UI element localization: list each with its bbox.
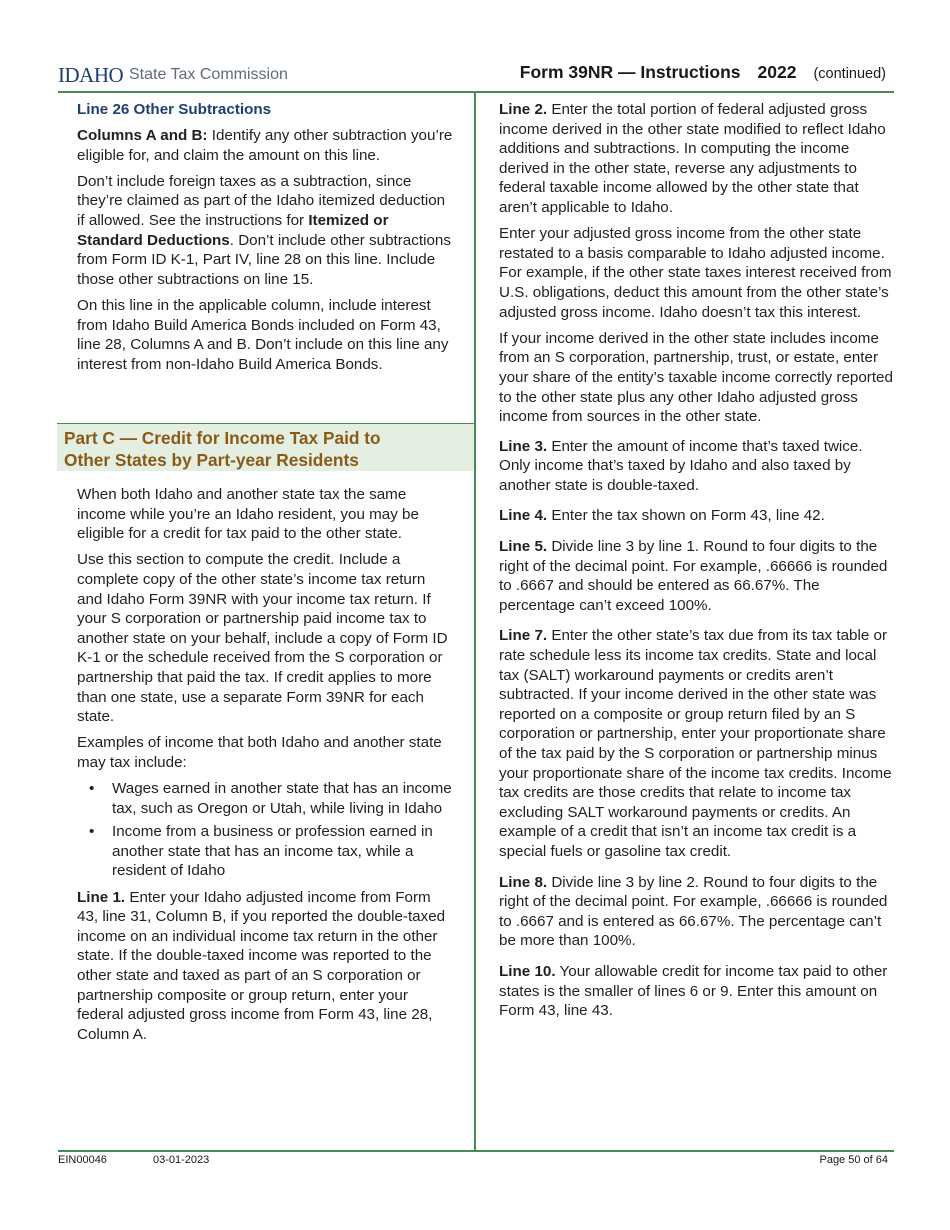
line-1-paragraph — [77, 888, 454, 1045]
line-2-paragraph — [499, 100, 895, 218]
continued-label: (continued) — [813, 66, 886, 82]
part-c-body — [77, 485, 454, 1051]
list-item: • Income from a business or profession earned in another state that has an income tax, while a resident of Idaho — [77, 822, 454, 881]
line-1-text: Enter your Idaho adjusted income from Form 43, line 31, Column B, if you reported the double-taxed income on an individual income tax return in the other state. If the double-taxed income was reported to the other state and taxed as part of an S corporation or partnership composite or group return, enter your federal adjusted gross income from Form 43, line 28, Column A. — [77, 888, 446, 1043]
line-4-paragraph — [499, 506, 895, 526]
columns-label: Columns A and B: — [77, 126, 208, 144]
part-c-title-line1: Part C — Credit for Income Tax Paid to — [64, 428, 381, 448]
line-3-text: Enter the amount of income that’s taxed twice. Only income that’s taxed by Idaho and also taxed by another state is double-taxed. — [499, 437, 863, 494]
footer-page-number: Page 50 of 64 — [819, 1154, 888, 1166]
line-8-label: Line 8. — [499, 873, 548, 891]
part-c-title — [64, 427, 381, 471]
footer-date: 03-01-2023 — [153, 1154, 210, 1166]
right-column — [499, 100, 895, 1027]
line-10-text: Your allowable credit for income tax paid to other states is the smaller of lines 6 or 9. Enter this amount on Form 43, line 43. — [499, 962, 888, 1020]
footer-divider — [58, 1150, 894, 1152]
logo-wordmark: IDAHO — [58, 63, 124, 87]
part-c-title-line2: Other States by Part-year Residents — [64, 450, 359, 470]
form-heading — [520, 62, 886, 83]
credit-eligibility-paragraph: When both Idaho and another state tax the same income while you’re an Idaho resident, you may be eligible for a credit for tax paid to the other state. — [77, 486, 419, 543]
line-7-paragraph — [499, 626, 895, 861]
line-1-label: Line 1. — [77, 888, 126, 906]
list-item: • Wages earned in another state that has an income tax, such as Oregon or Utah, while living in Idaho — [77, 779, 454, 818]
examples-list — [77, 779, 454, 881]
itemized-deductions-ref: Itemized or Standard Deductions — [77, 211, 389, 249]
line-4-text: Enter the tax shown on Form 43, line 42. — [547, 507, 825, 525]
line-7-label: Line 7. — [499, 627, 548, 645]
part-c-heading — [57, 423, 474, 471]
adjusted-gross-income-paragraph: Enter your adjusted gross income from the other state restated to a basis comparable to Idaho adjusted income. For example, if the other state taxes interest received from U.S. obligations, deduct this amount from the other state’s adjusted gross income. Idaho doesn’t tax this interest. — [499, 225, 892, 321]
line-4-label: Line 4. — [499, 507, 548, 525]
line-5-text: Divide line 3 by line 1. Round to four digits to the right of the decimal point. For example, .66666 is rounded to .6667 and should be entered as 66.67%. The percentage can’t exceed 100%. — [499, 538, 888, 614]
line-3-paragraph — [499, 437, 895, 496]
foreign-taxes-text-a: Don’t include foreign taxes as a subtraction, since they’re claimed as part of the Idaho itemized deduction if allowed. See the instructions for — [77, 172, 446, 229]
foreign-taxes-paragraph — [77, 172, 454, 290]
foreign-taxes-text-b: . Don’t include other subtractions from Form ID K-1, Part IV, line 28 on this line. Include those other subtractions on line 15. — [77, 231, 451, 288]
line-10-paragraph — [499, 962, 895, 1021]
s-corporation-paragraph: If your income derived in the other state includes income from an S corporation, partnership, trust, or estate, enter your share of the entity’s taxable income correctly reported to the other state plus any other Idaho adjusted gross income from sources in the other state. — [499, 329, 893, 426]
line-26-columns-paragraph — [77, 126, 454, 165]
line-26-title: Line 26 Other Subtractions — [77, 101, 272, 118]
line-3-label: Line 3. — [499, 437, 548, 455]
line-8-paragraph — [499, 873, 895, 951]
footer-doc-id: EIN00046 — [58, 1154, 107, 1166]
columns-text: Identify any other subtraction you’re eligible for, and claim the amount on this line. — [77, 126, 453, 164]
examples-intro-paragraph: Examples of income that both Idaho and another state may tax include: — [77, 734, 442, 771]
column-divider — [474, 92, 476, 1151]
header-divider — [58, 91, 894, 93]
line-8-text: Divide line 3 by line 2. Round to four digits to the right of the decimal point. For example, .66666 is rounded to .6667 and is entered as 66.67%. The percentage can’t be more than 100%. — [499, 873, 888, 950]
line-10-label: Line 10. — [499, 962, 556, 980]
line-2-text: Enter the total portion of federal adjusted gross income derived in the other state modified to reflect Idaho additions and subtractions. In computing the income derived in the other state, reverse any adjustments to federal taxable income allowed by the other state that aren’t applicable to Idaho. — [499, 101, 886, 216]
page-header — [58, 60, 894, 92]
line-7-text: Enter the other state’s tax due from its tax table or rate schedule less its income tax credits. State and local tax (SALT) workaround payments or credits aren’t subtracted. If your income derived in the other state was reported on a composite or group return filed by an S corporation or partnership, enter your proportionate share of the tax paid by the S corporation or partnership minus your proportionate share of the income tax credits. Income tax credits are those credits that relate to income tax excluding SALT workaround payments or credits. An example of a credit that isn’t an income tax credit is a special fuels or gasoline tax credit. — [499, 627, 892, 860]
agency-name: State Tax Commission — [129, 66, 288, 83]
tax-year: 2022 — [757, 62, 797, 82]
form-title: Form 39NR — Instructions — [519, 62, 741, 82]
compute-credit-paragraph: Use this section to compute the credit. Include a complete copy of the other state’s income tax return and Idaho Form 39NR with your income tax return. If your S corporation or partnership paid income tax to another state on your behalf, include a copy of Form ID K-1 or the schedule received from the S corporation or partnership that paid the tax. If credit applies to more than one state, use a separate Form 39NR for each state. — [77, 551, 448, 726]
line-5-label: Line 5. — [499, 538, 548, 556]
build-america-bonds-paragraph: On this line in the applicable column, include interest from Idaho Build America Bonds included on Form 43, line 28, Columns A and B. Don’t include on this line any interest from non-Idaho Build America Bonds. — [77, 296, 449, 373]
line-2-label: Line 2. — [499, 101, 548, 118]
line-5-paragraph — [499, 537, 895, 615]
line-26-section — [77, 100, 454, 381]
